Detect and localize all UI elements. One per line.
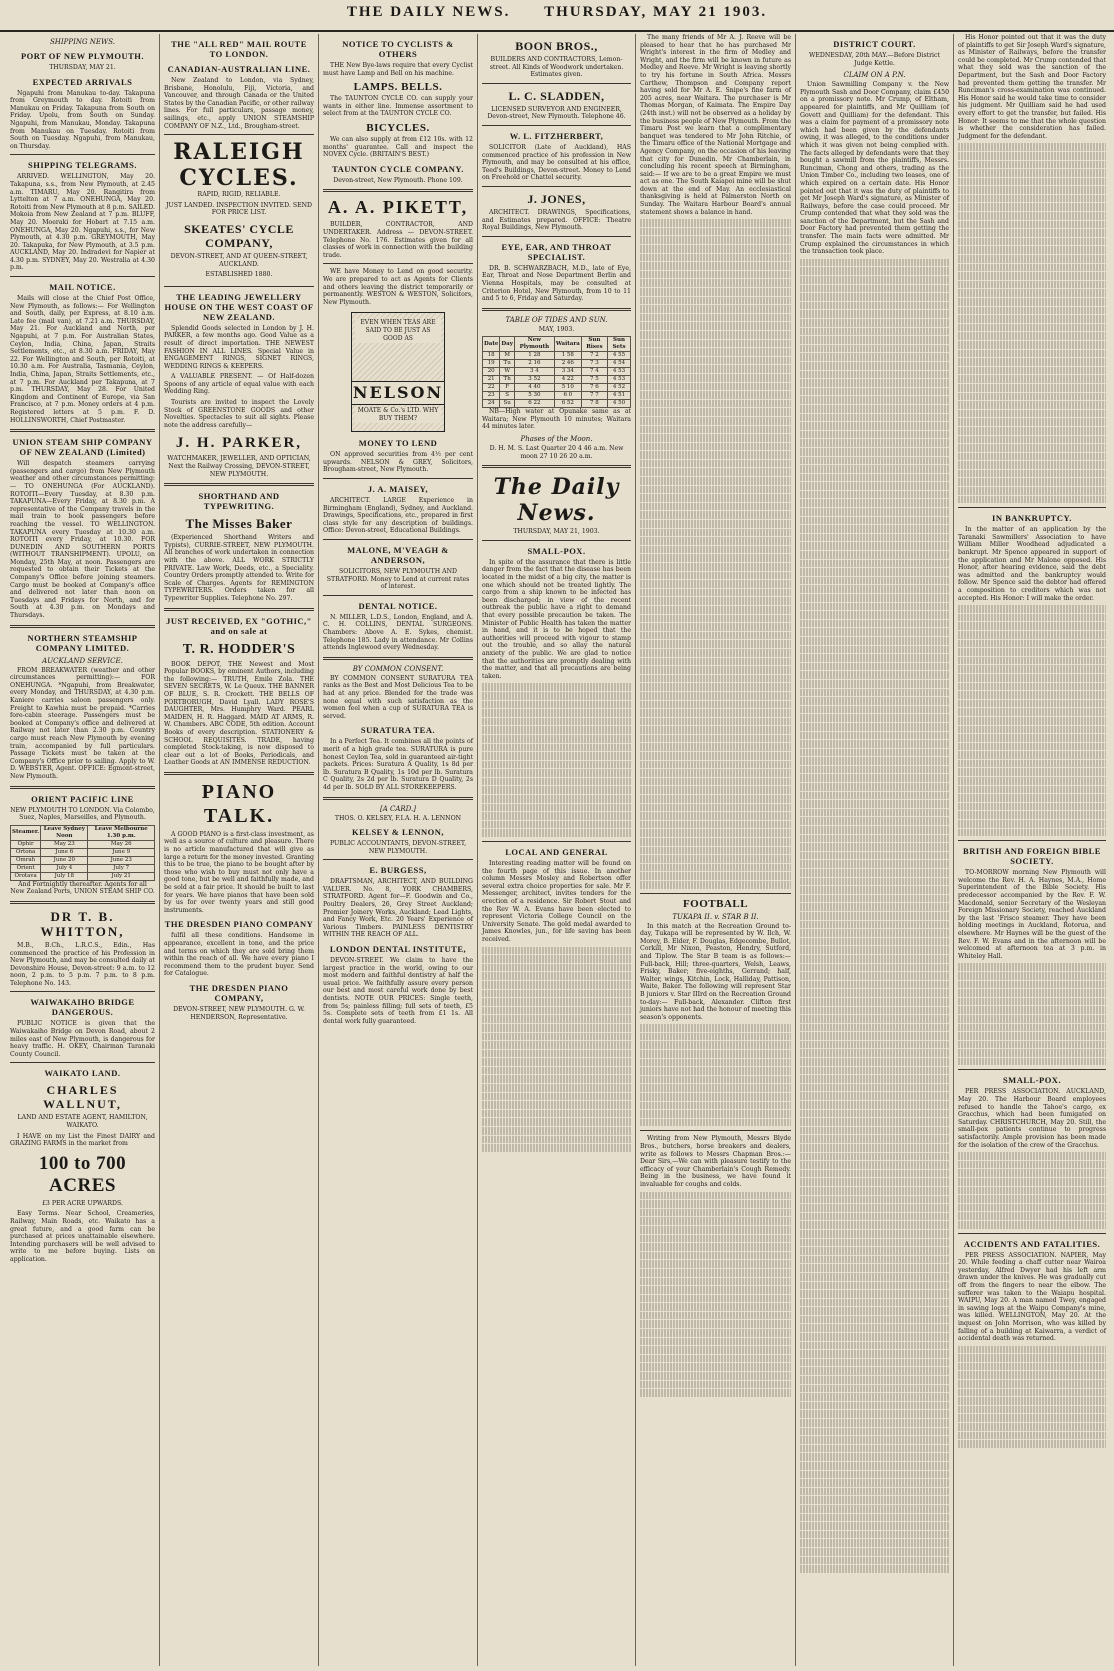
divider — [958, 840, 1106, 841]
maisey-text: ARCHITECT. LARGE Experience in Birmingham (England), Sydney, and Auckland. Drawings, Specifications, etc., prepared in first class style for any description of buildings. Office: Devon-street, Educational Buildings. — [323, 497, 473, 535]
tides-cell: Su — [500, 400, 515, 408]
moon-heading: Phases of the Moon. — [520, 435, 593, 444]
dresden2-text: DEVON-STREET, NEW PLYMOUTH. G. W. HENDERSON, Representative. — [173, 1005, 305, 1021]
hodder-text: BOOK DEPOT, THE Newest and Most Popular BOOKS, by eminent Authors, including the following:— TRUTH, Emile Zola. THE SEVEN SECRETS, W. Le Queux. THE BANNER OF BLUE, S. R. Crockett. THE BELLS OF PORTBORUGH, David Lyall. LADY ROSE'S DAUGHTER, Mrs. Humphry Ward. PEARL MAIDEN, H. R. Haggard. MAID AT ARMS, R. W. Chambers. ABC CODE, 5th edition. Account Books of every description. STATIONERY & SCHOOL REQUISITES. TRADE, having completed Stock-taking, is now disposed to clear out a lot of Books, Periodicals, and Leather Goods at AN IMMENSE REDUCTION. — [164, 660, 314, 767]
tides-cell: 2 46 — [554, 360, 581, 368]
tides-cell: M — [500, 352, 515, 360]
court-case: CLAIM ON A P.N. — [843, 71, 906, 80]
tides-row — [483, 392, 631, 400]
bible-heading: BRITISH AND FOREIGN BIBLE SOCIETY. — [963, 846, 1101, 867]
nelson-tea-advert — [351, 312, 445, 432]
jones-heading: J. JONES, — [527, 191, 586, 206]
tides-cell: 7 3 — [581, 360, 607, 368]
suratura-heading: SURATURA TEA. — [360, 725, 436, 736]
northern-heading: NORTHERN STEAMSHIP COMPANY LIMITED. — [27, 632, 138, 653]
orient-heading: ORIENT PACIFIC LINE — [31, 793, 134, 804]
boon-text: BUILDERS AND CONTRACTORS, Lemon-street. All Kinds of Woodwork undertaken. Estimates given. — [489, 56, 624, 79]
tides-row — [483, 400, 631, 408]
tides-cell: 4 51 — [608, 392, 631, 400]
union-heading: UNION STEAM SHIP COMPANY OF NEW ZEALAND (Limited) — [12, 437, 153, 458]
tides-cell: 7 8 — [581, 400, 607, 408]
dental-heading: DENTAL NOTICE. — [358, 600, 438, 611]
tides-cell: 2 16 — [514, 360, 554, 368]
tides-cell: 7 7 — [581, 392, 607, 400]
common-heading: BY COMMON CONSENT. — [352, 664, 444, 673]
pikett-heading: A. A. PIKETT, — [327, 197, 469, 218]
local-heading: LOCAL AND GENERAL — [505, 847, 608, 858]
orient-column-header: Leave Sydney Noon — [41, 825, 88, 840]
orient-footer: And Fortnightly thereafter. Agents for all New Zealand Ports, UNION STEAM SHIP CO. — [10, 880, 155, 896]
burgess-heading: E. BURGESS, — [369, 865, 427, 876]
london-heading: LONDON DENTAL INSTITUTE, — [329, 944, 467, 955]
court-date: WEDNESDAY, 20th MAY.—Before District Judge Kettle. — [808, 52, 940, 67]
lamps-text: The TAUNTON CYCLE CO. can supply your wants in either line. Immense assortment to select from at the TAUNTON CYCLE CO. — [323, 95, 473, 118]
bridge-text: PUBLIC NOTICE is given that the Waiwakaiho Bridge on Devon Road, about 2 miles east of New Plymouth, is dangerous for heavy traffic. H. OKEY, Chairman Taranaki County Council. — [10, 1020, 155, 1058]
orient-column-header: Steamer. — [11, 825, 41, 840]
tides-cell: 1 28 — [514, 352, 554, 360]
tides-row — [483, 352, 631, 360]
dental-text: N. MILLER, L.D.S., London, England, and A. C. H. COLLINS, DENTAL SURGEONS. Chambers: Above A. E. Sykes, chemist. Telephone 185. Lady in attendance. Mr Collins attends Inglewood every Wednesday. — [323, 613, 473, 652]
divider — [323, 539, 473, 540]
daily-news-date: THURSDAY, MAY 21, 1903. — [513, 528, 600, 536]
football-text: In this match at the Recreation Ground to-day, Tukapa will be represented by W. Ilch, W. Morey, B. Elder, F. Douglas, Edgecombe, Bullot, Corkill, Mr Nixon, Peaston, Hendry, Sutford, and Tiplow. The Star B team is as follows:— Full-back, Hill; three-quarters, Welsh, Leaws, Frisky, Baker; five-eighths, Gerrand; half, Walter, wings, Kitchin, Lock, Halliday, Pattison, Waite, Baker. The following will represent Star B juniors v. Star IIIrd on the Recreation Ground to-day:— Full-back, Alexander. Clifton first juniors have not had the honour of meeting this season's opponents. — [640, 922, 791, 1021]
tides-cell: 4 40 — [514, 384, 554, 392]
tides-month: MAY, 1903. — [538, 325, 575, 333]
common-text: BY COMMON CONSENT SURATURA TEA ranks as the Best and Most Delicious Tea to be had at any price. Blended for the trade was none equal with such satisfaction as the women feel when a cup of SURATURA TEA is served. — [323, 674, 473, 720]
piano-text: A GOOD PIANO is a first-class investment, as well as a source of culture and pleasure. There is no article manufactured that will give as large a return for the money invested. Granting this to be true, the piano to be bought after by those who wish to buy must not only have a good tone, but be well and faithfully made, and be sold at a fair price. It should be built to last for years. We have pianos that have been sold by us for over twenty years and still good instruments. — [164, 830, 314, 914]
pikett-text: BUILDER, CONTRACTOR, AND UNDERTAKER. Address — DEVON-STREET. Telephone No. 176. Estimates given for all classes of work in connection with the building trade. — [323, 221, 473, 259]
tides-cell: 19 — [483, 360, 500, 368]
orient-cell: July 4 — [41, 864, 88, 872]
column-5 — [636, 34, 796, 1666]
bridge-heading: WAIWAKAIHO BRIDGE DANGEROUS. — [30, 997, 135, 1018]
orient-cell: July 7 — [88, 864, 155, 872]
tides-column-header: Sun Rises — [581, 337, 607, 352]
telegrams-text: ARRIVED. WELLINGTON, May 20. Takapuna, s.s., from New Plymouth, at 2.45 a.m. TIMARU, May 20. Rangitira from Lyttelton at 7 a.m. ONEHUNGA, May 20. Rotoiti from New Plymouth at 8 p.m. SAILED. Mokoia from New Zealand at 7 p.m. BLUFF, May 20. Moeraki for Hobart at 7.15 a.m. ONEHUNGA, May 20. Ngapuhi, s.s., for New Plymouth, at 4.30 p.m. GREYMOUTH, May 20. Takapuka, for New Plymouth, at 3.5 p.m. AUCKLAND, May 20. Indradevi for Napier at 4.30 p.m. SYDNEY, May 20. Westralia at 4.30 p.m. — [10, 173, 155, 272]
dresden-heading: THE DRESDEN PIANO COMPANY — [164, 919, 314, 930]
arrivals-heading: EXPECTED ARRIVALS — [32, 76, 133, 87]
orient-row — [11, 848, 155, 856]
tides-cell: 4 52 — [608, 384, 631, 392]
whitton-text: M.B., B.Ch., L.R.C.S., Edin., Has commenced the practice of his Profession in New Plymouth, and may be consulted daily at Devonshire House, Devon-street: 9 a.m. to 12 noon, 2 p.m. to 5 p.m. 7 p.m. to 8 p.m. Telephone No. 143. — [10, 941, 155, 987]
moon-text: D. H. M. S. Last Quarter 20 4 46 a.m. New moon 27 10 26 20 a.m. — [489, 445, 624, 460]
tides-cell: 6 52 — [554, 400, 581, 408]
sladden-text: LICENSED SURVEYOR AND ENGINEER, Devon-street, New Plymouth. Telephone 46. — [487, 105, 626, 121]
issue-date: THURSDAY, MAY 21 1903. — [544, 4, 768, 20]
local-text: Interesting reading matter will be found on the fourth page of this issue. In another column Messrs Mosley and Robertson offer several extra choice properties for sale. Mr F. Messenger, architect, invites tenders for the erection of a residence. Sir Robert Stout and the Rev W. A. Evans have been elected to represent Victoria College Council on the University Senate. The gold medal awarded to James Knowles, jun., for life saving has been received. — [482, 860, 631, 943]
tides-cell: 5 30 — [514, 392, 554, 400]
valuable-text: A VALUABLE PRESENT. — Of Half-dozen Spoons of any article of equal value with each Wedding Ring. — [164, 373, 314, 396]
tides-cell: W — [500, 368, 515, 376]
news-text: The many friends of Mr A. J. Reeve will be pleased to hear that he has purchased Mr Wright's interest in the firm of Medley and Wright, and the firm will be known in future as Medley and Reeve. Mr Wright is leaving shortly to try his fortune in South Africa. Messrs Carthew, Thompson and Company report having sold for Mr A. E. Snipe's fine farm of 205 acres, near Waitara. The purchaser is Mr Thomas Morgan, of Kaimata. The Empire Day (24th inst.) will not be observed as a holiday by the business people of New Plymouth. From the Timaru Post we learn that a complimentary banquet was tendered to Mr John Ritchie, of the Timaru office of the National Mortgage and Agency Company, on the occasion of his leaving that city for Dunedin. Mr Chamberlain, in concluding his recent speech at Birmingham, said:— If we are to be a great Empire we must act as one. The South Kaiapoi mine will be shut down at the end of May. An ecclesiastical thanksgiving is held at Palmerston North on Sunday. The Waitara Harbour Board's annual statement shows a balance in hand. — [640, 34, 791, 216]
tides-cell: 23 — [483, 392, 500, 400]
masthead — [0, 4, 1114, 32]
tides-cell: 1 58 — [554, 352, 581, 360]
taunton-heading: TAUNTON CYCLE COMPANY. — [332, 163, 464, 174]
tea-ad-brand: NELSON — [352, 381, 444, 405]
divider — [323, 657, 473, 660]
baker-heading: The Misses Baker — [185, 516, 293, 532]
tides-cell: 4 55 — [608, 352, 631, 360]
tides-column-header: New Plymouth — [514, 337, 554, 352]
orient-cell: Ortona — [11, 848, 41, 856]
maisey-heading: J. A. MAISEY, — [367, 484, 429, 495]
tides-column-header: Date — [483, 337, 500, 352]
orient-column-header: Leave Melbourne 1.30 p.m. — [88, 825, 155, 840]
suratura-text: In a Perfect Tea. It combines all the points of merit of a high grade tea. SURATURA is pure honest Ceylon Tea, sold in guaranteed air-tight packets. Prices: Suratura A Quality, 1s 8d per lb. Suratura B Quality, 1s 10d per lb. Suratura C Quality, 2s 2d per lb. Suratura D Quality, 2s 4d per lb. SOLD BY ALL STOREKEEPERS. — [323, 738, 473, 791]
divider — [10, 1062, 155, 1063]
taunton-text: Devon-street, New Plymouth. Phone 109. — [333, 176, 463, 184]
tides-cell: 20 — [483, 368, 500, 376]
canadian-text: New Zealand to London, via Sydney, Brisbane, Honolulu, Fiji, Victoria, and Vancouver, and through Canada or the United States by the Canadian Pacific, or other railway lines. For full particulars, passage money, sailings, etc., apply UNION STEAMSHIP COMPANY OF N.Z., Ltd., Brougham-street. — [164, 77, 314, 130]
court-text: Union Sawmilling Company v. the New Plymouth Sash and Door Company, claim £450 on a promissory note. Mr Crump, of Eltham, appeared for plaintiffs, and Mr Quilliam (of Govett and Quilliam) for the defendant. This was a claim for payment of a promissory note which had been given by the defendants owing, it was alleged, to the conditions under which it was given not being complied with. The facts alleged by defendants were that they bought a sawmill from the plaintiffs, Messrs. Runciman, Chong and others, trading as the Union Timber Co., including two leases, one of which expired on a certain date. His Honor pointed out that it was the duty of plaintiffs to get Mr Joseph Ward's signature, as Minister of Railways, before the case could proceed. Mr Crump contended that what they sold was the sanction of the Department, but the Sash and Door Factory had prevented them getting the transfer. The main facts were admitted. Mr Crump explained the circumstances in which the transaction took place. — [800, 81, 949, 256]
union-text: Will despatch steamers carrying (passengers and cargo) from New Plymouth weather and other circumstances permitting:— TO ONEHUNGA (For AUCKLAND). ROTOITI—Every Tuesday, at 8.30 p.m. TAKAPUNA—Every Friday, at 8.30 p.m. A representative of the Company travels in the mail train to book passengers before reaching the vessel. TO WELLINGTON. TAKAPUNA every Tuesday at 10.30 a.m. ROTOITI every Friday, at 10.30. FOR DUNEDIN AND SOUTHERN PORTS (WITHOUT TRANSHIPMENT). UPOLU, on Monday, 25th May, at noon. Passengers are requested to obtain their Tickets at the Company's Office before joining steamers. Cargo must be booked at Company's office and delivered not later than noon on Tuesdays and Fridays for North, and for South at 4.30 p.m. on Mondays and Thursdays. — [10, 460, 155, 620]
divider — [164, 608, 314, 611]
tides-cell: 3 4 — [514, 368, 554, 376]
london-text: DEVON-STREET. We claim to have the largest practice in the world, owing to our most modern and faithful dentistry at half the usual price. We faithfully assure every person our best and most careful work done by best dentists. NOTE OUR PRICES: Single teeth, from 5s; painless filling; full sets of teeth, £5 5s. Complete sets of teeth from £1 1s. All dental work fully guaranteed. — [323, 957, 473, 1025]
card-heading: [A CARD.] — [379, 804, 416, 813]
column-7 — [954, 34, 1110, 1666]
raleigh-sub: RAPID, RIGID, RELIABLE. — [197, 191, 281, 199]
bible-text: TO-MORROW morning New Plymouth will welcome the Rev. H. A. Haynes, M.A., Home Superintendent of the Bible Society. His predecessor accompanied by the Rev. F. W. Macdonald, senior Secretary of the Wesleyan Foreign Missionary Society, reached Auckland by the last 'Frisco steamer. They have been holding meetings in Auckland, Rotorua, and elsewhere. Mr Haynes will be the guest of the Rev. F. W. Evans and in the afternoon will be welcomed at afternoon tea at 3 p.m. in Whiteley Hall. — [958, 869, 1106, 960]
tides-cell: Tu — [500, 360, 515, 368]
football-heading: FOOTBALL — [682, 897, 749, 910]
tourists-text: Tourists are invited to inspect the Lovely Stock of GREENSTONE GOODS and other Novelties. Spectacles to suit all sights. Please note the address carefully— — [164, 399, 314, 429]
baker-text: (Experienced Shorthand Writers and Typists), CURRIE-STREET, NEW PLYMOUTH. All branches of work undertaken in connection with the above. ALL WORK STRICTLY PRIVATE. Law Work, Deeds, etc., a Speciality. Country Orders promptly attended to. Write for Scale of Charges. Agents for REMINGTON TYPEWRITERS. Orders taken for all Typewriter Supplies. Telephone No. 297. — [164, 534, 314, 602]
tides-cell: 7 2 — [581, 352, 607, 360]
divider — [958, 1233, 1106, 1234]
shipping-heading: SHIPPING NEWS. — [50, 38, 115, 46]
skeates-heading: SKEATES' CYCLE COMPANY, — [184, 221, 294, 250]
divider — [10, 786, 155, 789]
mail-text: Mails will close at the Chief Post Office, New Plymouth, as follows:— For Wellington and South, daily, per Express, at 8.10 a.m. Late fee (mail van), at 7.21 a.m. THURSDAY, May 21. For Auckland and North, per Ngapuhi, at 7 p.m. For Australian States, Ceylon, India, China, Japan, Straits Settlements, etc., at 8.30 a.m. FRIDAY, May 22. For Wellington and South, per Rotoiti, at 10.30 a.m. For Australia, Tasmania, Ceylon, India, China, Japan, Straits Settlements, etc., at 7 p.m. For Auckland per Takapuna, at 7 p.m. THURSDAY, May 28. For United Kingdom and Continent of Europe, via San Francisco, at 7 p.m. Money orders at 4 p.m. Registered letters at 5 p.m. F. D. HOLLINSWORTH, Chief Postmaster. — [10, 295, 155, 424]
acres-heading: 100 to 700 ACRES — [38, 1152, 127, 1196]
divider — [10, 276, 155, 277]
tides-cell: 3 52 — [514, 376, 554, 384]
notice-text: Writing from New Plymouth, Messrs Blyde Bros., butchers, horse breakers and dealers, write as follows to Messrs Chapman Bros.:— Dear Sirs,—We can with pleasure testify to the efficacy of your Chamberlain's Cough Remedy. Being in the business, we have found it invaluable for coughs and colds. — [640, 1135, 791, 1188]
daily-news-title: The Daily News. — [493, 474, 620, 527]
tides-cell: 5 10 — [554, 384, 581, 392]
wallnut-sub: LAND AND ESTATE AGENT, HAMILTON, WAIKATO. — [17, 1114, 148, 1130]
shipping-date: THURSDAY, MAY 21. — [49, 64, 116, 71]
tides-cell: 22 — [483, 384, 500, 392]
column-3 — [319, 34, 478, 1666]
sladden-heading: L. C. SLADDEN, — [508, 88, 605, 103]
accidents-heading: ACCIDENTS AND FATALITIES. — [963, 1238, 1101, 1249]
tides-table — [482, 336, 631, 408]
orient-cell: May 23 — [41, 840, 88, 848]
tides-cell: 3 34 — [554, 368, 581, 376]
divider — [482, 841, 631, 842]
orient-cell: July 18 — [41, 872, 88, 880]
tides-cell: S — [500, 392, 515, 400]
divider — [482, 308, 631, 311]
dresden2-heading: THE DRESDEN PIANO COMPANY, — [189, 982, 289, 1003]
orient-sailings-table — [10, 825, 155, 881]
smallpox2-text: PER PRESS ASSOCIATION. AUCKLAND, May 20. The Harbour Board employees refused to handle the Tahoe's cargo, ex Gracchus, which had been fumigated on Saturday. CHRISTCHURCH, May 20. Still, the small-pox patients continue to progress satisfactorily. Ample provision has been made for the isolation of the crew of the Gracchus. — [958, 1088, 1106, 1149]
acres-text: Easy Terms. Near School, Creameries, Railway, Main Roads, etc. Waikato has a great future, and a good farm can be purchased at prices unattainable elsewhere. Intending purchasers will be well advised to write to me before buying. Lists on application. — [10, 1210, 155, 1263]
boon-heading: BOON BROS., — [515, 39, 598, 53]
tides-cell: Th — [500, 376, 515, 384]
smallpox2-heading: SMALL-POX. — [1002, 1075, 1062, 1086]
tides-cell: 4 53 — [608, 376, 631, 384]
cyclists-text: THE New Bye-laws require that every Cyclist must have Lamp and Bell on his machine. — [323, 62, 473, 77]
orient-row — [11, 856, 155, 864]
column-4 — [478, 34, 636, 1666]
tides-note: NB—High water at Opunake same as at Waitara; New Plymouth 10 minutes; Waitara 44 minutes later. — [482, 408, 631, 431]
orient-cell: June 20 — [41, 856, 88, 864]
orient-cell: Omrah — [11, 856, 41, 864]
cyclists-heading: NOTICE TO CYCLISTS & OTHERS — [342, 39, 454, 59]
divider — [482, 465, 631, 468]
column-2 — [160, 34, 319, 1666]
orient-row — [11, 840, 155, 848]
raleigh-ad — [164, 134, 314, 287]
court2-text: His Honor pointed out that it was the duty of plaintiffs to get Sir Joseph Ward's signature, as Minister of Railways, before the transfer could be completed. Mr Crump contended that what they sold was the sanction of the Department, but the Sash and Door Factory had prevented them getting the transfer. Mr Runciman's cross-examination was continued. His Honor said he would take time to consider his judgment. Mr Quilliam said he had used every effort to get the transfer, but failed. His Honor: It seems to me that the whole question is whether the consideration has failed. Judgment for the defendant. — [958, 34, 1106, 140]
kelsey-text: PUBLIC ACCOUNTANTS, DEVON-STREET, NEW PLYMOUTH. — [329, 840, 467, 855]
divider — [10, 991, 155, 992]
divider — [640, 1130, 791, 1131]
divider — [323, 263, 473, 264]
fitzherbert-text: SOLICITOR (Late of Auckland), HAS commenced practice of his profession in New Plymouth, and may be consulted at his office, Teed's Buildings, Devon-street. Money to Lend on Freehold or Chattel security. — [482, 143, 631, 182]
divider — [482, 186, 631, 187]
established: ESTABLISHED 1880. — [205, 271, 273, 279]
raleigh-heading: RALEIGH CYCLES. — [173, 139, 305, 192]
orient-cell: June 9 — [88, 848, 155, 856]
divider — [482, 236, 631, 237]
piano-heading: PIANO TALK. — [201, 780, 277, 827]
tides-cell: 4 22 — [554, 376, 581, 384]
divider — [482, 540, 631, 541]
burgess-text: DRAFTSMAN, ARCHITECT, AND BUILDING VALUER. No. 8, YORK CHAMBERS, STRATFORD. Agent for—F. Goodwin and Co., Poultry Dealers, 26, Grey Street Auckland; Premier Joinery Works, Auckland; Lead Lights, and Fancy Work, Etc. 20 Years' Experience of Various Timbers. PAINLESS DENTISTRY WITHIN THE REACH OF ALL. — [323, 878, 473, 939]
divider — [323, 859, 473, 860]
column-6 — [796, 34, 954, 1666]
divider — [482, 125, 631, 126]
tides-row — [483, 368, 631, 376]
tides-row — [483, 360, 631, 368]
football-subheading: TUKAPA II. v. STAR B II. — [672, 912, 759, 921]
kelsey-heading: KELSEY & LENNON, — [352, 827, 444, 838]
tea-ad-bottom: MOATE & Co.'s LTD. WHY BUY THEM? — [355, 407, 441, 423]
paper-title: THE DAILY NEWS. — [346, 4, 511, 20]
orient-cell: June 6 — [41, 848, 88, 856]
card-text: THOS. O. KELSEY, F.I.A. H. A. LENNON — [334, 814, 462, 822]
tides-cell: 4 50 — [608, 400, 631, 408]
gothic-heading: JUST RECEIVED, EX "GOTHIC," and on sale at — [166, 615, 312, 636]
dresden-text: fulfil all these conditions. Handsome in appearance, excellent in tone, and the price and terms on which they are sold bring them within the reach of all. We have every piano I recommend them to the prudent buyer. Send for Catalogue. — [164, 932, 314, 978]
orient-cell: Orotava — [11, 872, 41, 880]
tea-ad-top: EVEN WHEN TEAS ARE SAID TO BE JUST AS GOOD AS — [355, 319, 441, 343]
column-1 — [6, 34, 160, 1666]
tides-cell: 6 0 — [554, 392, 581, 400]
skeates-text: DEVON-STREET, AND AT QUEEN-STREET, AUCKLAND. — [170, 252, 308, 268]
divider — [323, 595, 473, 596]
divider — [10, 901, 155, 904]
tides-column-header: Waitara — [554, 337, 581, 352]
smallpox-text: In spite of the assurance that there is little danger from the fact that the disease has been located in the midst of a big city, the matter is one which should not be treated lightly. The cargo from a ship known to be infected has been discharged; in view of the recent outbreak the public have a right to demand that every possible precaution be taken. The Minister of Public Health has taken the matter in hand, and it is to be hoped that the authorities will proceed with vigour to stamp out the trouble, and so allay the natural anxiety of the public. We are glad to notice that the authorities are promptly dealing with the matter, and that all precautions are being taken. — [482, 558, 631, 680]
tides-column-header: Day — [500, 337, 515, 352]
orient-cell: May 26 — [88, 840, 155, 848]
divider — [10, 429, 155, 432]
acres-sub: £3 PER ACRE UPWARDS. — [42, 1199, 123, 1207]
money-text: WE have Money to Lend on good security. We are prepared to act as Agents for Clients and others leaving the district temporarily or permanently. WESTON & WESTON, Solicitors, New Plymouth. — [323, 268, 473, 306]
waikato-heading: WAIKATO LAND. — [44, 1068, 121, 1079]
divider — [164, 483, 314, 486]
fitzherbert-heading: W. L. FITZHERBERT, — [509, 130, 604, 141]
orient-row — [11, 864, 155, 872]
northern-text: FROM BREAKWATER (weather and other circumstances permitting):— FOR ONEHUNGA. *Ngapuhi, from Breakwater, every Monday, and THURSDAY, at 4.30 p.m. Kaniere carries saloon passengers only. Freight to Kawhia must be prepaid. *Carries fore-cabin steerage. Passengers must be booked at Company's office and delivered at Railway not later than 2.30 p.m. Country cargo must reach New Plymouth by evening train, accompanied by full particulars. Passage Tickets must be taken at the Company's Office prior to sailing. Apply to W. D. WEBSTER, Agent. OFFICE: Egmont-street, New Plymouth. — [10, 666, 155, 780]
orient-cell: Orient — [11, 864, 41, 872]
lamps-heading: LAMPS. BELLS. — [353, 81, 443, 94]
tides-row — [483, 384, 631, 392]
tides-cell: 21 — [483, 376, 500, 384]
divider — [640, 893, 791, 894]
tides-cell: 6 22 — [514, 400, 554, 408]
tides-cell: 7 4 — [581, 368, 607, 376]
arrivals-text: Ngapuhi from Manukau to-day. Takapuna from Greymouth to day. Rotoiti from Manukau on Friday. Takapuna from South on Friday. Upolu, from South on Sunday. Ngapuhi, from Manukau, Monday. Takapuna from Manukau on Tuesday. Rotoiti from South on Tuesday. Ngapuhi, from Manukau, on Thursday. — [10, 89, 155, 150]
bicycles-heading: BICYCLES. — [366, 121, 430, 134]
tides-cell: 18 — [483, 352, 500, 360]
tides-cell: 4 54 — [608, 360, 631, 368]
hodder-heading: T. R. HODDER'S — [182, 641, 296, 657]
tides-row — [483, 376, 631, 384]
smallpox-heading: SMALL-POX. — [527, 545, 586, 556]
court-heading: DISTRICT COURT. — [833, 39, 916, 49]
northern-subheading: AUCKLAND SERVICE. — [42, 656, 123, 665]
orient-cell: July 21 — [88, 872, 155, 880]
columns — [6, 34, 1110, 1666]
tides-cell: F — [500, 384, 515, 392]
parker-text: WATCHMAKER, JEWELLER, AND OPTICIAN, Next the Railway Crossing, DEVON-STREET, NEW PLYMOUTH. — [167, 455, 311, 478]
divider — [323, 478, 473, 479]
tides-cell: 7 6 — [581, 384, 607, 392]
divider — [958, 1069, 1106, 1070]
orient-row — [11, 872, 155, 880]
leading-text: Splendid Goods selected in London by J. H. PARKER, a few months ago. Good Value as a result of direct importation. THE NEWEST FASHION IN ALL LINES. Special Value in ENGAGEMENT RINGS, SIGNET RINGS, WEDDING RINGS & KEEPERS. — [164, 324, 314, 370]
bankruptcy-heading: IN BANKRUPTCY. — [992, 513, 1072, 524]
orient-cell: June 23 — [88, 856, 155, 864]
whitton-heading: DR T. B. WHITTON, — [40, 908, 125, 939]
eye-text: DR. B. SCHWARZBACH, M.D., late of Eye, Ear, Throat and Nose Department Berlin and Vienna Hospitals, may be consulted at Criterion Hotel, New Plymouth, from 10 to 11 and 5 to 6, Friday and Saturday. — [482, 264, 631, 303]
tides-heading: TABLE OF TIDES AND SUN. — [505, 315, 608, 324]
tides-cell: 24 — [483, 400, 500, 408]
divider — [482, 83, 631, 84]
divider — [10, 625, 155, 628]
port-heading: PORT OF NEW PLYMOUTH. — [20, 51, 145, 61]
malone-text: SOLICITORS, NEW PLYMOUTH AND STRATFORD. Money to Lend at current rates of interest. — [326, 568, 470, 591]
money2-heading: MONEY TO LEND — [358, 438, 438, 449]
bankruptcy-text: In the matter of an application by the Taranaki Sawmillers' Association to have William Miller Woodhead adjudicated a bankrupt. Mr Spence appeared in support of the application and Mr Malone opposed. His Honor, after hearing evidence, said the debt was admitted and the bankruptcy would follow. Mr Spence said the debtor had offered a composition to creditors which was not accepted. His Honor: I will make the order. — [958, 526, 1106, 602]
malone-heading: MALONE, M'VEAGH & ANDERSON, — [347, 545, 449, 566]
tides-cell: 4 53 — [608, 368, 631, 376]
wallnut-text: I HAVE on my List the Finest DAIRY and GRAZING FARMS in the market from — [10, 1132, 155, 1148]
bicycles-text: We can also supply at from £12 10s. with 12 months' guarantee. Call and inspect the NOVEX Cycle. (BRITAIN'S BEST.) — [323, 135, 473, 159]
money2-text: ON approved securities from 4½ per cent upwards. NELSON & GREY, Solicitors, Brougham-street, New Plymouth. — [323, 451, 473, 474]
divider — [323, 797, 473, 800]
orient-text: NEW PLYMOUTH TO LONDON. Via Colombo, Suez, Naples, Marseilles, and Plymouth. — [10, 806, 155, 822]
eye-heading: EYE, EAR, AND THROAT SPECIALIST. — [501, 241, 612, 262]
raleigh-landed: JUST LANDED. INSPECTION INVITED. SEND FOR PRICE LIST. — [166, 201, 312, 217]
shorthand-heading: SHORTHAND AND TYPEWRITING. — [198, 491, 280, 512]
leading-heading: THE LEADING JEWELLERY HOUSE ON THE WEST COAST OF NEW ZEALAND. — [164, 291, 314, 322]
telegrams-heading: SHIPPING TELEGRAMS. — [27, 160, 137, 171]
tides-column-header: Sun Sets — [608, 337, 631, 352]
jones-text: ARCHITECT. DRAWINGS, Specifications, and Estimates prepared. OFFICE: Theatre Royal Buildings, New Plymouth. — [482, 208, 631, 232]
mail-heading: MAIL NOTICE. — [49, 282, 116, 293]
parker-heading: J. H. PARKER, — [175, 435, 303, 452]
divider — [164, 772, 314, 775]
wallnut-heading: CHARLES WALLNUT, — [43, 1083, 122, 1112]
divider — [10, 154, 155, 155]
orient-cell: Ophir — [11, 840, 41, 848]
divider — [323, 189, 473, 192]
divider — [958, 507, 1106, 508]
accidents-text: PER PRESS ASSOCIATION. NAPIER, May 20. While feeding a chaff cutter near Wairoa yesterday, Alfred Dwyer had his left arm drawn under the knives. He was gradually cut off from the fingers to near the elbow. The sufferer was taken to the Waiapu hospital. WAIPU, May 20. A man named Twey, engaged in sawing logs at the Waipu Company's mine, was killed. WELLINGTON, May 20. At the inquest on John Morrison, who was killed by falling of a building at Kaiwarra, a verdict of accidental death was returned. — [958, 1251, 1106, 1343]
allred-heading: THE "ALL RED" MAIL ROUTE TO LONDON. — [171, 39, 307, 59]
tides-cell: 7 5 — [581, 376, 607, 384]
canadian-heading: CANADIAN-AUSTRALIAN LINE. — [167, 64, 311, 74]
